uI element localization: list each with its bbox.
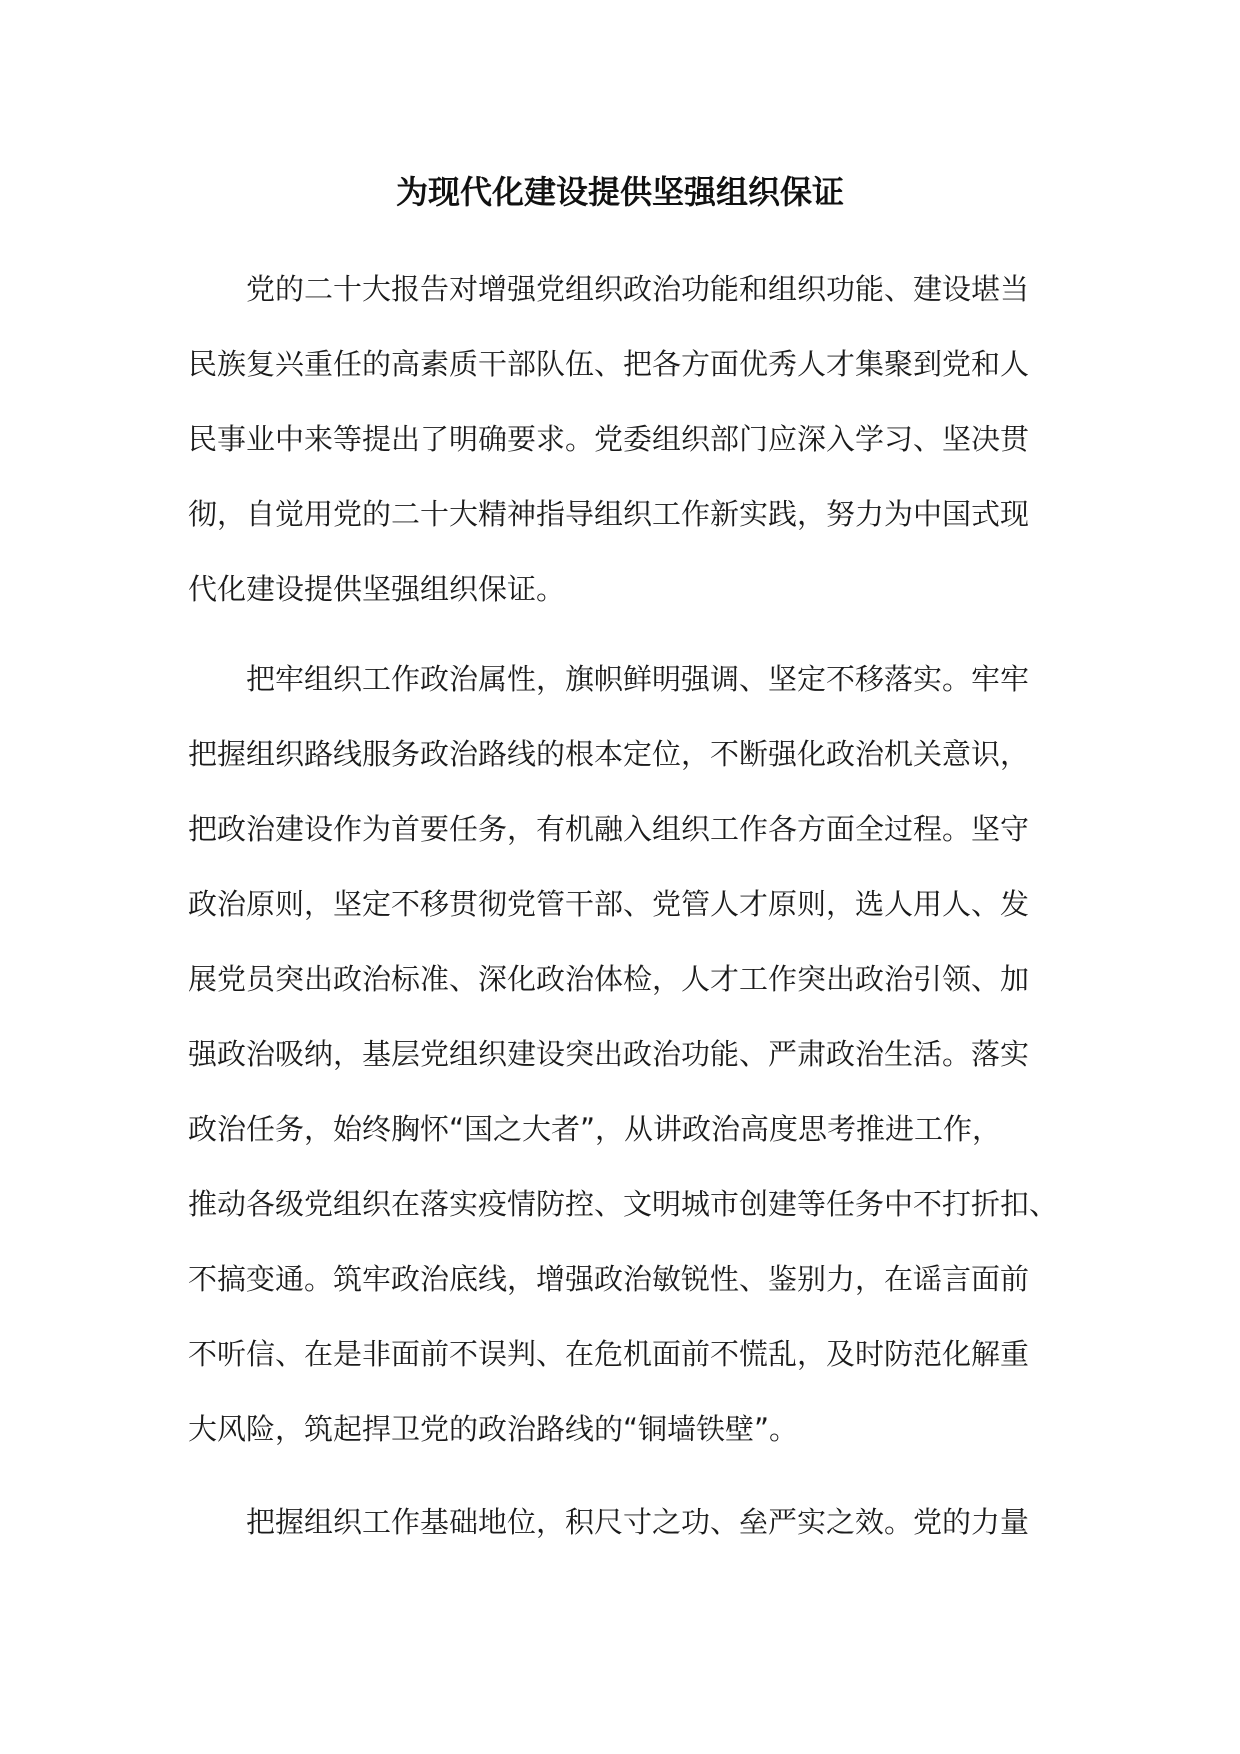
text-line: 民事业中来等提出了明确要求。党委组织部门应深入学习、坚决贯	[188, 422, 1030, 456]
text-line: 不搞变通。筑牢政治底线，增强政治敏锐性、鉴别力，在谣言面前	[188, 1262, 1030, 1296]
text-line: 大风险，筑起捍卫党的政治路线的“铜墙铁壁”。	[188, 1412, 799, 1446]
text-line: 推动各级党组织在落实疫情防控、文明城市创建等任务中不打折扣、	[188, 1187, 1059, 1221]
text-line: 把握组织工作基础地位，积尺寸之功、垒严实之效。党的力量	[246, 1505, 1030, 1539]
text-line: 不听信、在是非面前不误判、在危机面前不慌乱，及时防范化解重	[188, 1337, 1030, 1371]
text-line: 政治原则，坚定不移贯彻党管干部、党管人才原则，选人用人、发	[188, 887, 1030, 921]
text-line: 强政治吸纳，基层党组织建设突出政治功能、严肃政治生活。落实	[188, 1037, 1030, 1071]
paragraph-2	[188, 642, 1058, 1467]
document-title: 为现代化建设提供坚强组织保证	[395, 173, 844, 211]
text-line: 展党员突出政治标准、深化政治体检，人才工作突出政治引领、加	[188, 962, 1030, 996]
text-line: 把政治建设作为首要任务，有机融入组织工作各方面全过程。坚守	[188, 812, 1030, 846]
text-line: 政治任务，始终胸怀“国之大者”，从讲政治高度思考推进工作，	[188, 1112, 1002, 1146]
text-line: 彻，自觉用党的二十大精神指导组织工作新实践，努力为中国式现	[188, 497, 1030, 531]
paragraph-3	[188, 1485, 1058, 1560]
text-line: 把握组织路线服务政治路线的根本定位，不断强化政治机关意识，	[188, 737, 1030, 771]
text-line: 民族复兴重任的高素质干部队伍、把各方面优秀人才集聚到党和人	[188, 347, 1030, 381]
text-line: 代化建设提供坚强组织保证。	[188, 572, 566, 606]
text-line: 把牢组织工作政治属性，旗帜鲜明强调、坚定不移落实。牢牢	[246, 662, 1030, 696]
paragraph-1	[188, 252, 1058, 627]
text-line: 党的二十大报告对增强党组织政治功能和组织功能、建设堪当	[246, 272, 1030, 306]
